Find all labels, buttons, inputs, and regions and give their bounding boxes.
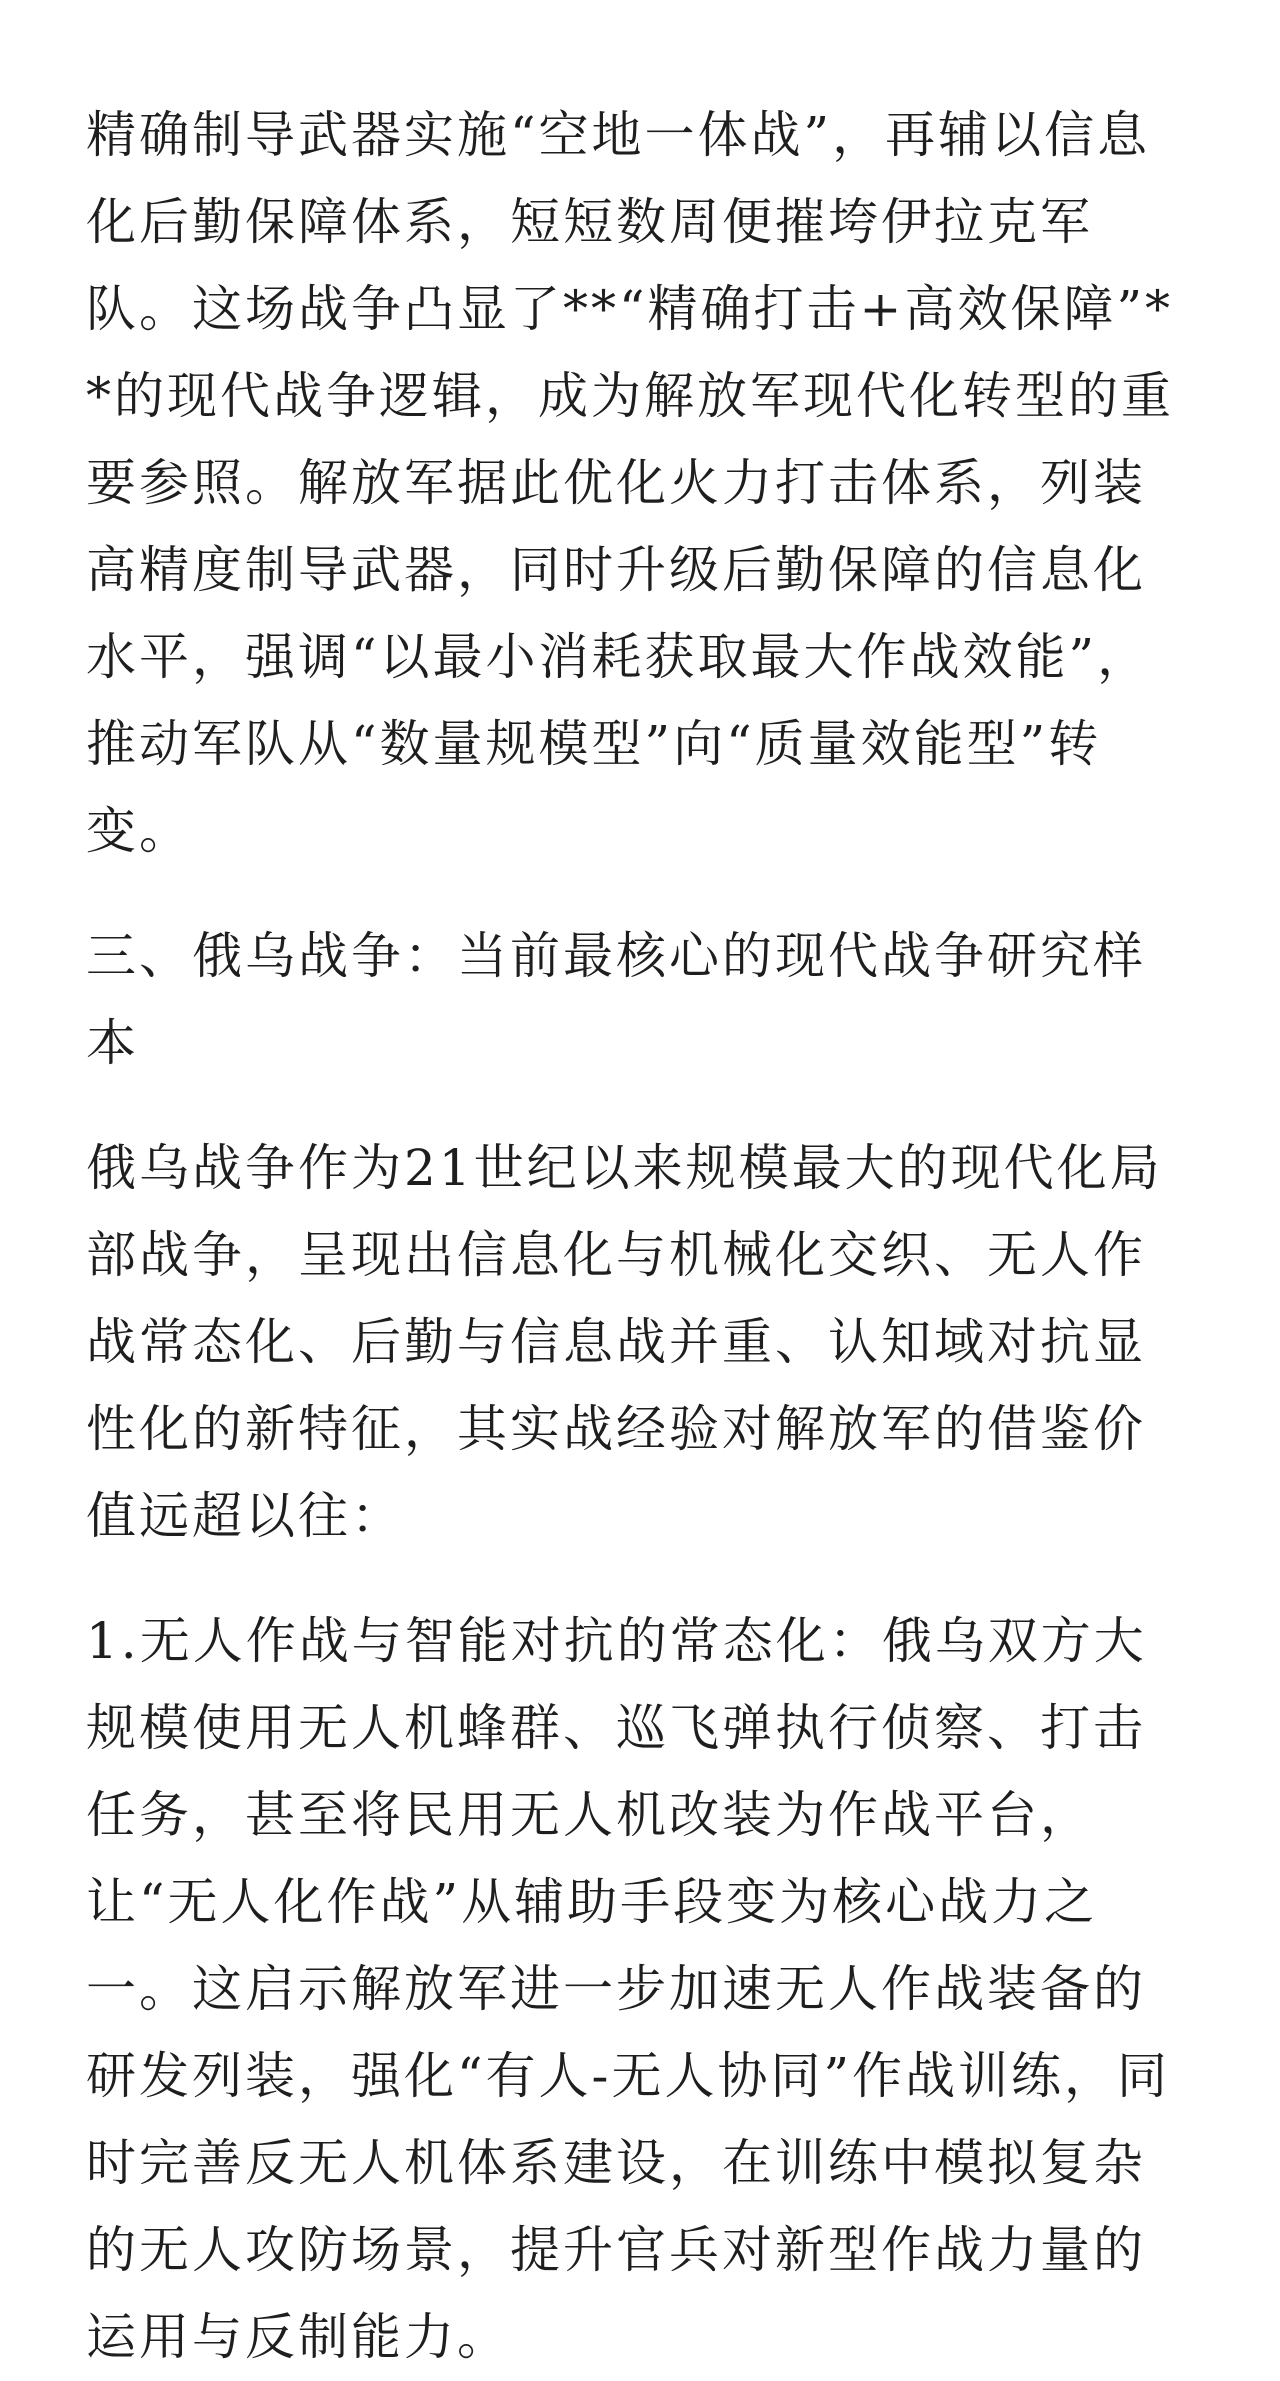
paragraph-russia-ukraine-intro: 俄乌战争作为21世纪以来规模最大的现代化局部战争，呈现出信息化与机械化交织、无人作战常态化、后勤与信息战并重、认知域对抗显性化的新特征，其实战经验对解放军的借鉴价值远超以往：	[86, 1139, 1163, 1545]
paragraph-unmanned-warfare: 1.无人作战与智能对抗的常态化：俄乌双方大规模使用无人机蜂群、巡飞弹执行侦察、打击任务，甚至将民用无人机改装为作战平台，让“无人化作战”从辅助手段变为核心战力之一。这启示解放军进一步加速无人作战装备的研发列装，强化“有人-无人协同”作战训练，同时完善反无人机体系建设，在训练中模拟复杂的无人攻防场景，提升官兵对新型作战力量的运用与反制能力。	[86, 1612, 1171, 2366]
paragraph-gulf-war-lessons: 精确制导武器实施“空地一体战”，再辅以信息化后勤保障体系，短短数周便摧垮伊拉克军队。这场战争凸显了**“精确打击+高效保障”**的现代战争逻辑，成为解放军现代化转型的重要参照。解放军据此优化火力打击体系，列装高精度制导武器，同时升级后勤保障的信息化水平，强调“以最小消耗获取最大作战效能”，推动军队从“数量规模型”向“质量效能型”转变。	[86, 106, 1174, 860]
article-body	[86, 92, 1196, 2381]
section-heading-russia-ukraine: 三、俄乌战争：当前最核心的现代战争研究样本	[86, 927, 1146, 1072]
